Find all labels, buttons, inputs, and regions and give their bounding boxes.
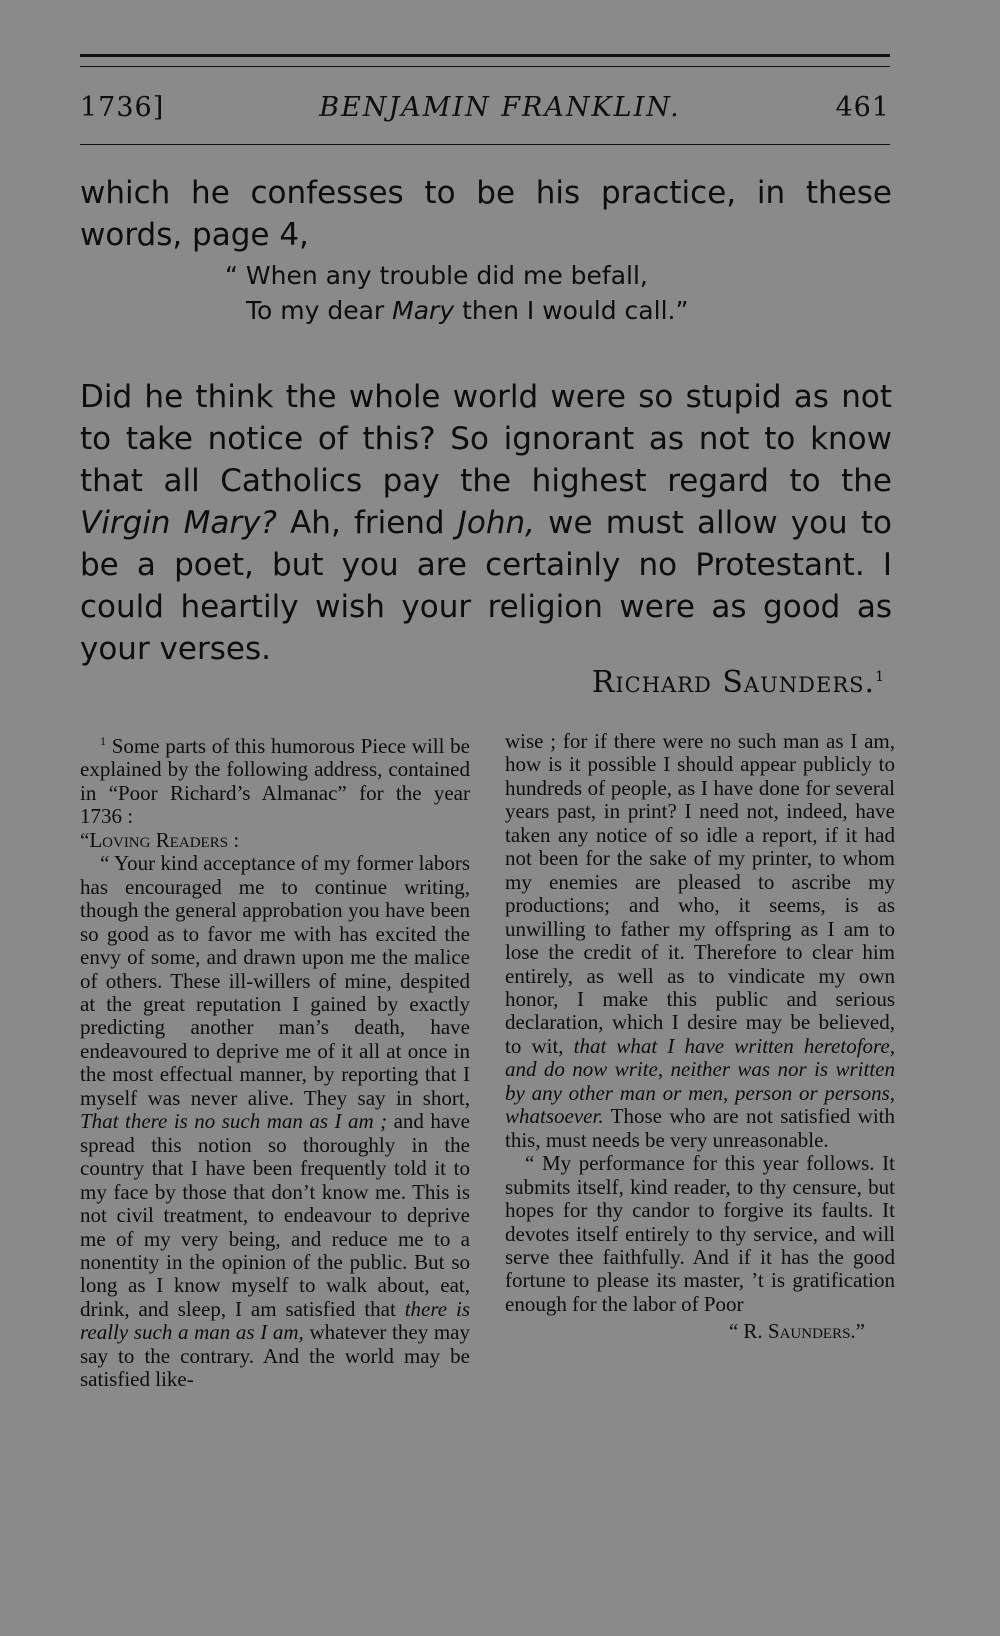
running-title: BENJAMIN FRANKLIN. bbox=[319, 92, 681, 123]
fn-p1-d: Those who are not satisfied with this, must needs be very unreasonable. bbox=[505, 1104, 895, 1152]
para2-part-b: Ah, friend bbox=[276, 505, 458, 541]
fn-p1-italic-1: That there is no such man as I am ; bbox=[80, 1109, 388, 1134]
paragraph-intro: which he confesses to be his practice, in these words, page 4, bbox=[80, 175, 892, 253]
footnote-paragraph-1-cont bbox=[505, 730, 895, 1152]
paragraph-main bbox=[80, 376, 892, 670]
para2-virgin-mary: Virgin Mary? bbox=[80, 505, 277, 541]
footnote-intro-text: Some parts of this humorous Piece will be explained by the following address, contained in “Poor Richard’s Almanac” for the year 1736 : bbox=[80, 734, 470, 829]
fn-p1-a: “ Your kind acceptance of my former labors has encouraged me to continue writing, though the general approbation you have been so good as to favor me with has excited the envy of some, and drawn upon me the malice of others. These ill-willers of mine, despited at the great reputation I gained by exactly predicting another man’s death, have endeavoured to deprive me of it all at once in the most effectual manner, by reporting that I myself was never alive. They say in short, bbox=[80, 851, 470, 1110]
footnote-column-right bbox=[505, 730, 895, 1344]
footnote-column-left bbox=[80, 730, 470, 1392]
para2-part-a: Did he think the whole world were so stupid as not to take notice of this? So ignorant as not to know that all Catholics pay the highest regard to the bbox=[80, 379, 892, 499]
footnote-salutation: “Loving Readers : bbox=[80, 827, 240, 852]
verse-line-2-pre: To my dear bbox=[246, 296, 393, 325]
verse-line-1: “ When any trouble did me befall, bbox=[225, 261, 648, 290]
fn-p1-c-right: wise ; for if there were no such man as I am, how is it possible I should appear publicly to hundreds of people, as I have done for several years past, in print? I need not, indeed, have taken any notice of so idle a report, if it had not been for the sake of my printer, to whom my enemies are pleased to ascribe my productions; and who, it seems, is as unwilling to father my offspring as I am to lose the credit of it. Therefore to clear him entirely, as well as to vindicate my own honor, I make this public and serious declaration, which I desire may be believed, to wit, bbox=[505, 729, 895, 1058]
para2-john: John, bbox=[457, 505, 536, 541]
header-rule-thick bbox=[80, 54, 890, 57]
page-number: 461 bbox=[835, 92, 890, 123]
footnote-reference: 1 bbox=[875, 669, 885, 685]
verse-line-2-post: then I would call.” bbox=[454, 296, 689, 325]
fn-p1-b: and have spread this notion so thoroughly in the country that I have been frequently told it to my face by those that don’t know me. This is not civil treatment, to endeavour to deprive me of my very being, and reduce me to a nonentity in the opinion of the public. But so long as I know myself to walk about, eat, drink, and sleep, I am satisfied that bbox=[80, 1109, 470, 1321]
footnote-paragraph-1 bbox=[80, 852, 470, 1391]
header-year: 1736] bbox=[80, 92, 165, 123]
verse-line-2 bbox=[225, 293, 688, 328]
verse-name-mary: Mary bbox=[392, 296, 455, 325]
footnote-paragraph-2: “ My performance for this year follows. It submits itself, kind reader, to thy censure, but hopes for thy candor to forgive its faults. It devotes itself entirely to thy service, and will serve thee faithfully. And if it has the good fortune to please its master, ’t is gratification enough for the labor of Poor bbox=[505, 1151, 895, 1316]
para2-part-c: we must allow you to be a poet, but you are certainly no Protestant. I could heartily wish your religion were as good as your verses. bbox=[80, 505, 892, 667]
footnote-mark: 1 bbox=[100, 734, 106, 748]
fn-p1-c-left: whatever they may say to the contrary. And the world may be satisfied like- bbox=[80, 1320, 470, 1392]
header-underline bbox=[80, 144, 890, 145]
footnote-signature: “ R. Saunders.” bbox=[728, 1319, 865, 1344]
header-rule-thin bbox=[80, 66, 890, 67]
fn-p1-italic-3: that what I have written heretofore, and do now write, neither was nor is written by any other man or men, person or persons, whatsoever. bbox=[505, 1033, 895, 1129]
verse-quote bbox=[225, 258, 688, 328]
footnote-intro bbox=[80, 730, 470, 829]
signature-text: Richard Saunders. bbox=[591, 665, 876, 700]
fn-p1-italic-2: there is really such a man as I am, bbox=[80, 1296, 470, 1345]
signature-richard-saunders bbox=[592, 665, 885, 700]
